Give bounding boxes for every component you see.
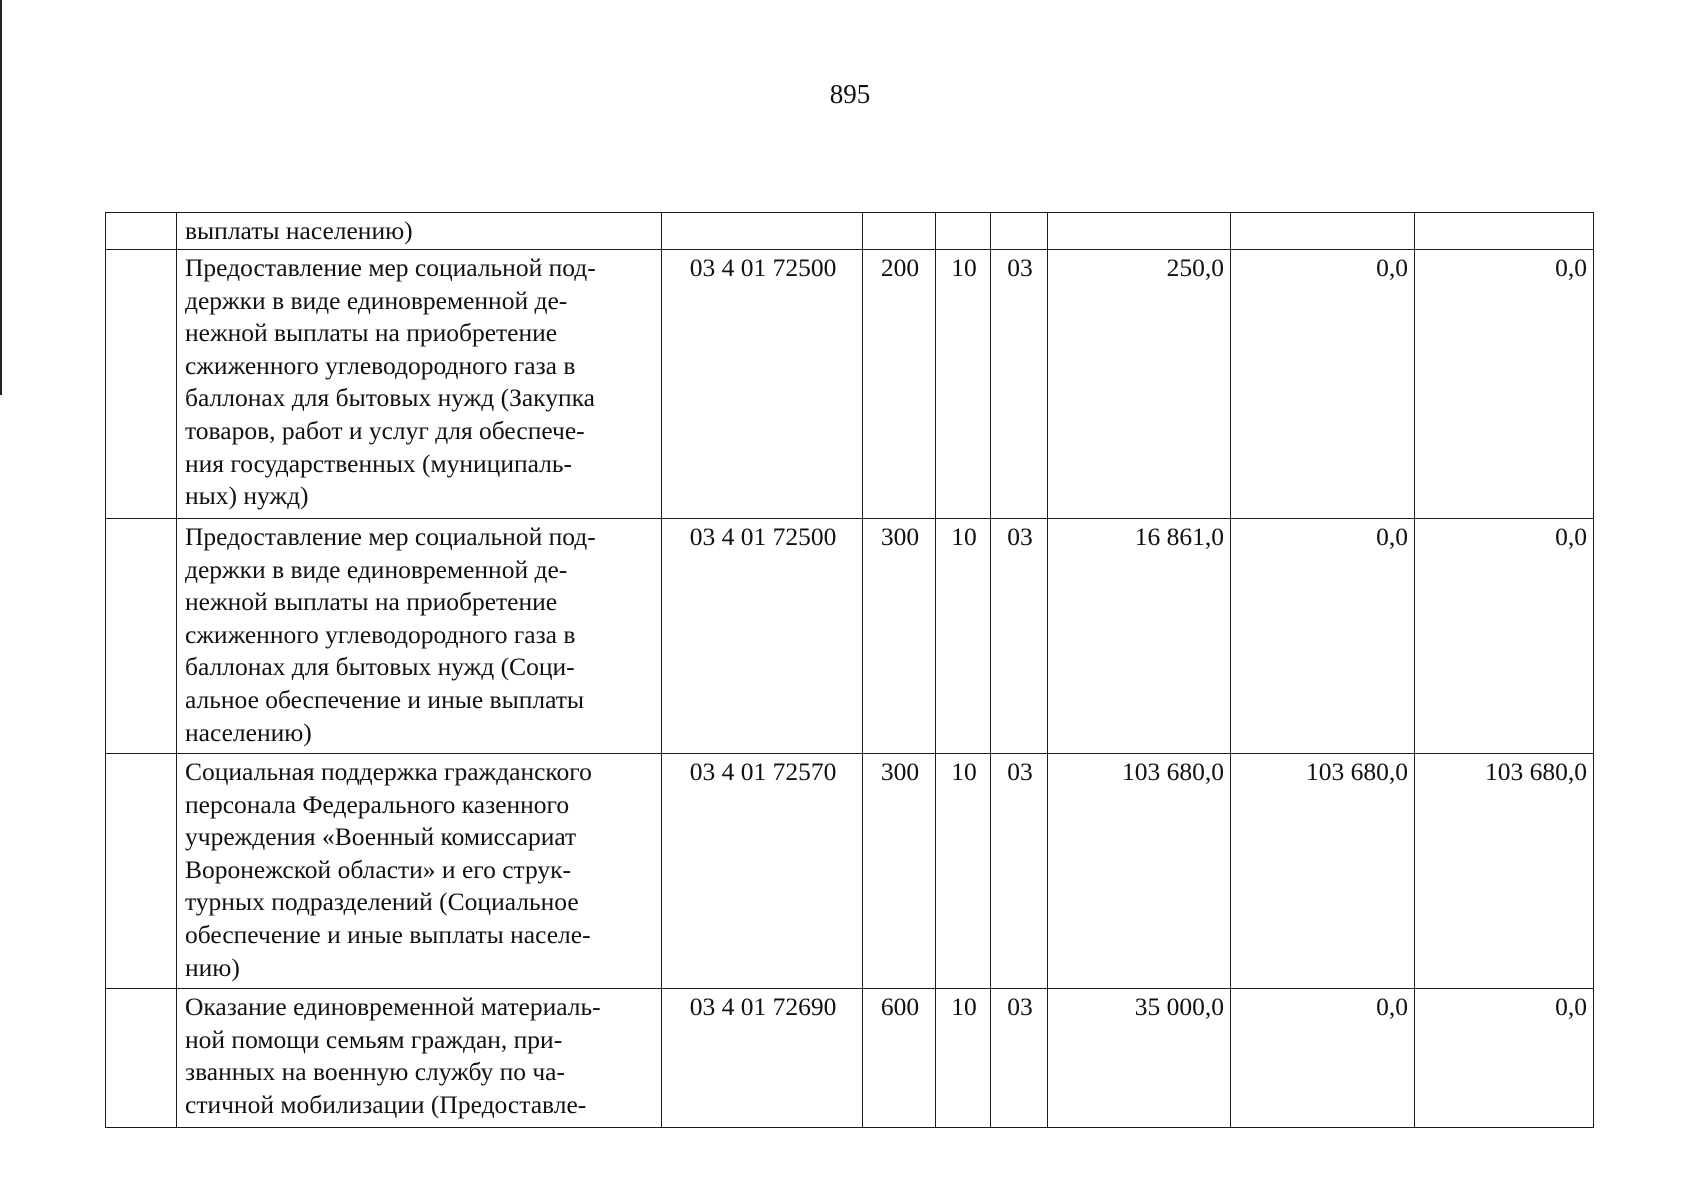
expense-type-cell: 300 [863, 754, 936, 989]
description-line: товаров, работ и услуг для обеспече- [185, 415, 585, 445]
description-line: ных) нужд) [185, 481, 309, 511]
subsection-cell: 03 [991, 989, 1048, 1128]
amount-year3-cell: 103 680,0 [1415, 754, 1594, 989]
amount-year3-cell: 0,0 [1415, 519, 1594, 754]
row-number-cell [106, 754, 177, 989]
row-number-cell [106, 250, 177, 519]
expense-type-cell: 600 [863, 989, 936, 1128]
description-line: ной помощи семьям граждан, при- [185, 1024, 563, 1054]
amount-year3-cell [1415, 213, 1594, 250]
subsection-cell: 03 [991, 519, 1048, 754]
section-cell: 10 [936, 754, 991, 989]
description-line: Оказание единовременной материаль- [185, 992, 601, 1021]
target-code-cell: 03 4 01 72500 [662, 250, 863, 519]
expense-type-cell: 300 [863, 519, 936, 754]
description-line: нежной выплаты на приобретение [185, 318, 558, 348]
target-code-cell [662, 213, 863, 250]
description-line: альное обеспечение и иные выплаты [185, 684, 585, 714]
description-line: учреждения «Военный комиссариат [185, 822, 577, 852]
row-number-cell [106, 213, 177, 250]
target-code-cell: 03 4 01 72500 [662, 519, 863, 754]
amount-year1-cell: 35 000,0 [1048, 989, 1231, 1128]
expense-type-cell [863, 213, 936, 250]
description-line: баллонах для бытовых нужд (Закупка [185, 383, 595, 413]
description-line: персонала Федерального казенного [185, 789, 570, 819]
page-number: 895 [829, 79, 871, 109]
amount-year2-cell: 0,0 [1231, 989, 1415, 1128]
row-number-cell [106, 519, 177, 754]
amount-year1-cell: 16 861,0 [1048, 519, 1231, 754]
section-cell [936, 213, 991, 250]
description-line: держки в виде единовременной де- [185, 285, 568, 315]
amount-year2-cell: 103 680,0 [1231, 754, 1415, 989]
description-line: обеспечение и иные выплаты населе- [185, 919, 591, 949]
description-line: держки в виде единовременной де- [185, 554, 568, 584]
subsection-cell: 03 [991, 250, 1048, 519]
description-cell [177, 754, 662, 989]
table-row [106, 213, 1594, 250]
section-cell: 10 [936, 989, 991, 1128]
description-line: выплаты населению) [185, 216, 413, 245]
section-cell: 10 [936, 519, 991, 754]
description-line: нию) [185, 952, 240, 982]
target-code-cell: 03 4 01 72570 [662, 754, 863, 989]
description-line: Предоставление мер социальной под- [185, 522, 596, 551]
description-line: званных на военную службу по ча- [185, 1057, 565, 1087]
description-cell [177, 213, 662, 250]
amount-year2-cell: 0,0 [1231, 250, 1415, 519]
description-line: турных подразделений (Социальное [185, 887, 579, 917]
table-body [106, 213, 1594, 1128]
amount-year3-cell: 0,0 [1415, 250, 1594, 519]
description-cell [177, 519, 662, 754]
description-cell [177, 250, 662, 519]
budget-table [105, 212, 1594, 1128]
description-line: стичной мобилизации (Предоставле- [185, 1089, 587, 1119]
description-line: ния государственных (муниципаль- [185, 448, 572, 478]
amount-year1-cell: 250,0 [1048, 250, 1231, 519]
description-line: населению) [185, 717, 312, 747]
section-cell: 10 [936, 250, 991, 519]
description-line: нежной выплаты на приобретение [185, 587, 558, 617]
amount-year2-cell: 0,0 [1231, 519, 1415, 754]
description-cell [177, 989, 662, 1128]
table-row [106, 250, 1594, 519]
expense-type-cell: 200 [863, 250, 936, 519]
scan-edge-line [0, 0, 2, 395]
amount-year1-cell: 103 680,0 [1048, 754, 1231, 989]
description-line: сжиженного углеводородного газа в [185, 350, 576, 380]
description-line: Социальная поддержка гражданского [185, 757, 592, 786]
subsection-cell [991, 213, 1048, 250]
amount-year1-cell [1048, 213, 1231, 250]
amount-year3-cell: 0,0 [1415, 989, 1594, 1128]
row-number-cell [106, 989, 177, 1128]
amount-year2-cell [1231, 213, 1415, 250]
description-line: баллонах для бытовых нужд (Соци- [185, 652, 575, 682]
table-row [106, 519, 1594, 754]
target-code-cell: 03 4 01 72690 [662, 989, 863, 1128]
description-line: Предоставление мер социальной под- [185, 253, 596, 282]
subsection-cell: 03 [991, 754, 1048, 989]
table-row [106, 989, 1594, 1128]
description-line: Воронежской области» и его струк- [185, 854, 572, 884]
table-row [106, 754, 1594, 989]
description-line: сжиженного углеводородного газа в [185, 619, 576, 649]
